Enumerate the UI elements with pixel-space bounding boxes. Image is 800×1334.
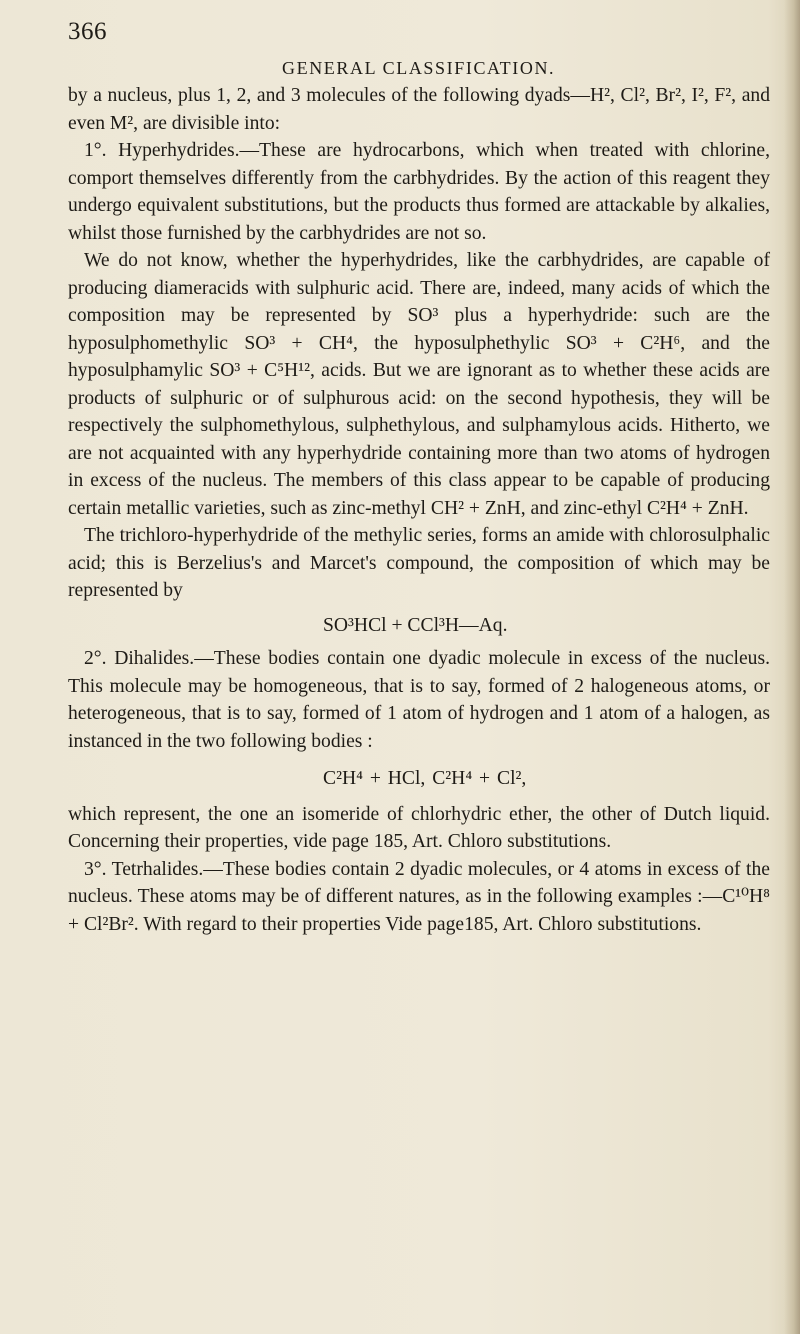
- page-number: 366: [68, 18, 107, 45]
- paragraph-isomeride: which represent, the one an isomeride of chlorhydric ether, the other of Dutch liquid. Concerning their properties, vide page 185, Art. Chloro substitutions.: [68, 803, 770, 852]
- formula-berzelius-compound: SO³HCl + CCl³H—Aq.: [323, 614, 508, 636]
- paragraph-tetrhalides: 3°. Tetrhalides.—These bodies contain 2 dyadic molecules, or 4 atoms in excess of the nucleus. These atoms may be of different natures, as in the following examples :—C¹⁰H⁸ + Cl²Br². With regard to their properties Vide page185, Art. Chloro substitutions.: [68, 858, 770, 935]
- body-text: [68, 82, 770, 938]
- running-head: GENERAL CLASSIFICATION.: [282, 58, 556, 78]
- paragraph-diameracids: We do not know, whether the hyperhydrides, like the carbhydrides, are capable of producing diameracids with sulphuric acid. There are, indeed, many acids of which the composition may be represented by SO³ plus a hyperhydride: such are the hyposulphomethylic SO³ + CH⁴, the hyposulphethylic SO³ + C²H⁶, and the hyposulphamylic SO³ + C⁵H¹², acids. But we are ignorant as to whether these acids are products of sulphuric or of sulphurous acid: on the second hypothesis, they will be respectively the sulphomethylous, sulphethylous, and sulphamylous acids. Hitherto, we are not acquainted with any hyperhydride containing more than two atoms of hydrogen in excess of the nucleus. The members of this class appear to be capable of producing certain metallic varieties, such as zinc-methyl CH² + ZnH, and zinc-ethyl C²H⁴ + ZnH.: [68, 250, 770, 519]
- page-header: [68, 18, 768, 78]
- formula-dihalide-examples: C²H⁴ + HCl, C²H⁴ + Cl²,: [323, 768, 527, 789]
- paragraph-dihalides: 2°. Dihalides.—These bodies contain one dyadic molecule in excess of the nucleus. This molecule may be homogeneous, that is to say, formed of 2 halogeneous atoms, or heterogeneous, that is to say, formed of 1 atom of hydrogen and 1 atom of a halogen, as instanced in the two following bodies :: [68, 648, 770, 752]
- paragraph-trichloro: The trichloro-hyperhydride of the methylic series, forms an amide with chlorosulphalic acid; this is Berzelius's and Marcet's compound, the composition of which may be represented by: [68, 525, 770, 601]
- page-edge-shadow: [784, 0, 800, 1334]
- paragraph-continuation: by a nucleus, plus 1, 2, and 3 molecules of the following dyads—H², Cl², Br², I², F², and even M², are divisible into:: [68, 85, 770, 134]
- paragraph-hyperhydrides: 1°. Hyperhydrides.—These are hydrocarbons, which when treated with chlorine, comport themselves differently from the carbhydrides. By the action of this reagent they undergo equivalent substitutions, but the products thus formed are attackable by alkalies, whilst those furnished by the carbhydrides are not so.: [68, 140, 770, 244]
